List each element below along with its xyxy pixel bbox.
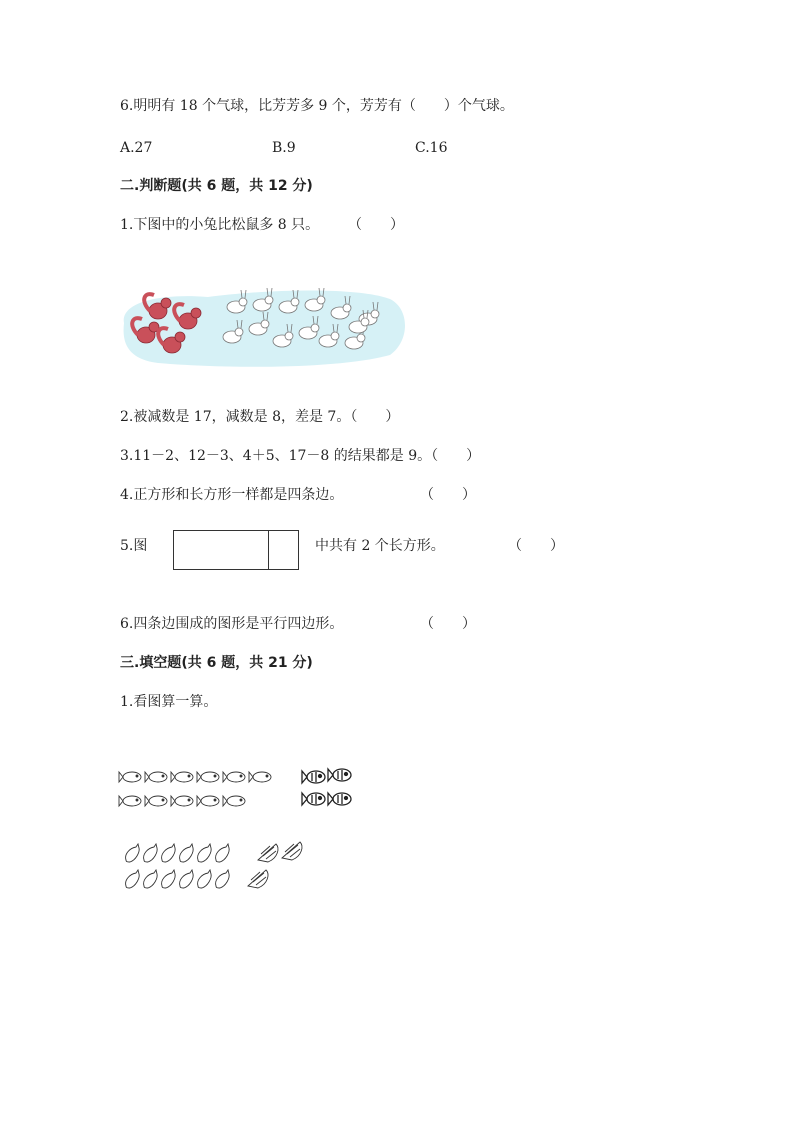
judgment-5-text-before: 5.图 — [120, 538, 148, 554]
judgment-5-text-after: 中共有 2 个长方形。 — [315, 538, 445, 554]
rectangle-figure — [173, 530, 300, 571]
judgment-6-text: 6.四条边围成的图形是平行四边形。 — [120, 616, 344, 632]
judgment-1-text: 1.下图中的小兔比松鼠多 8 只。 — [120, 217, 320, 233]
fish-illustration — [120, 766, 360, 816]
judgment-1-answer-blank[interactable]: （ ） — [348, 217, 404, 233]
eggplant-corn-illustration — [120, 838, 320, 898]
judgment-3-text: 3.11－2、12－3、4＋5、17－8 的结果都是 9。（ ） — [120, 448, 481, 464]
fill-1-text: 1.看图算一算。 — [120, 694, 218, 710]
squirrels-rabbits-illustration — [118, 285, 408, 367]
judgment-6-answer-blank[interactable]: （ ） — [420, 616, 476, 632]
judgment-5-answer-blank[interactable]: （ ） — [508, 538, 564, 554]
eggplant-icon — [126, 844, 230, 888]
judgment-4-text: 4.正方形和长方形一样都是四条边。 — [120, 487, 344, 503]
option-c: C.16 — [415, 140, 448, 156]
judgment-4-answer-blank[interactable]: （ ） — [420, 487, 476, 503]
section-3-heading: 三.填空题(共 6 题，共 21 分) — [120, 655, 313, 671]
question-6-text: 6.明明有 18 个气球，比芳芳多 9 个，芳芳有（ ）个气球。 — [120, 98, 514, 114]
option-b: B.9 — [272, 140, 296, 156]
corn-icon — [248, 842, 302, 888]
section-2-heading: 二.判断题(共 6 题，共 12 分) — [120, 178, 313, 194]
judgment-2-text: 2.被减数是 17，减数是 8，差是 7。（ ） — [120, 409, 400, 425]
option-a: A.27 — [120, 140, 153, 156]
fish-icon — [302, 769, 351, 805]
fish-icon — [119, 772, 271, 806]
